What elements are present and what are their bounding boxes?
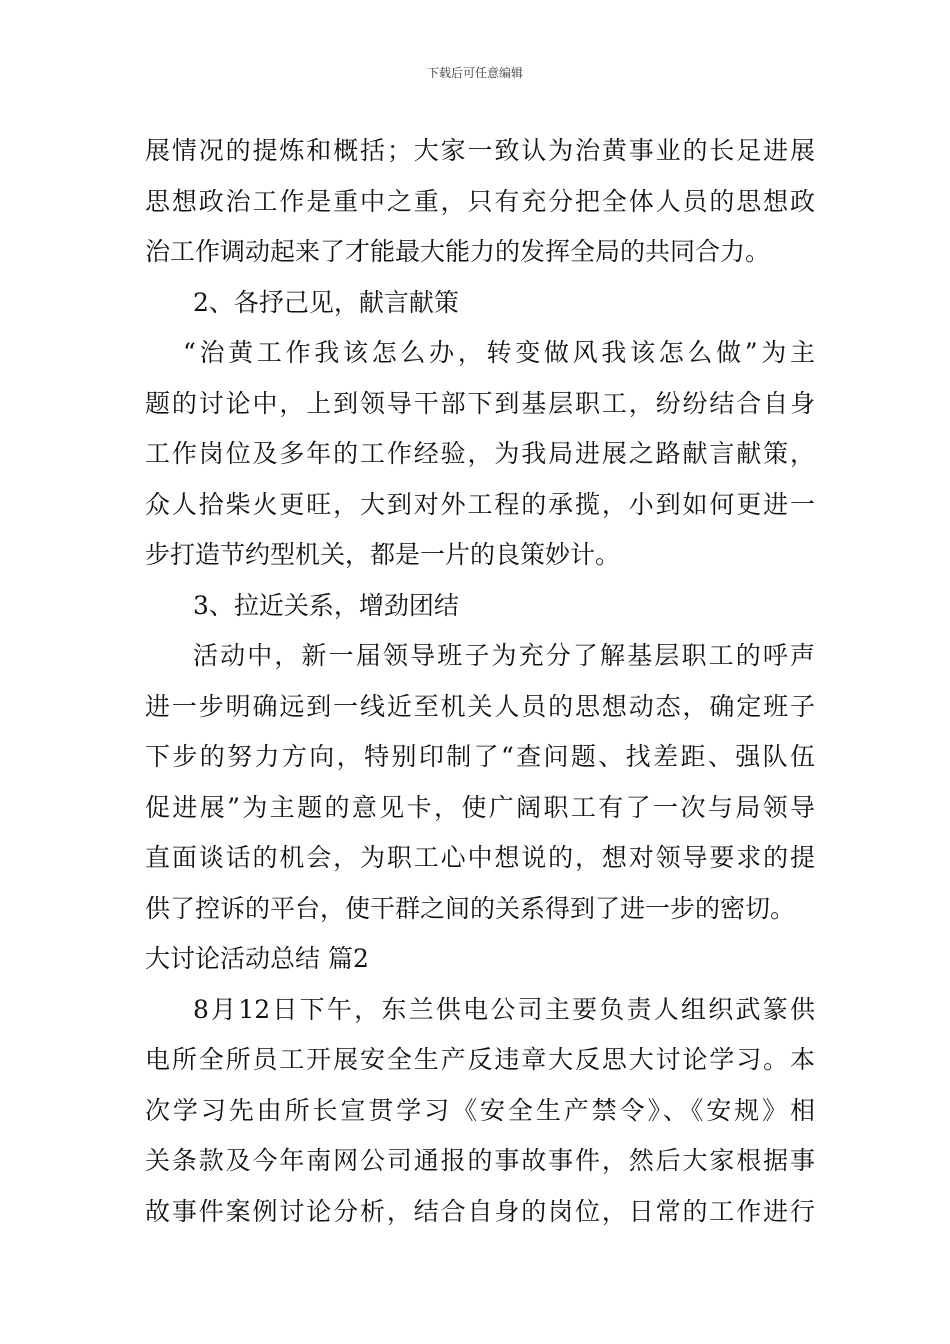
- text-line: 次学习先由所长宣贯学习《安全生产禁令》、《安规》相: [145, 1095, 815, 1125]
- section-heading: 3、拉近关系，增劲团结: [193, 590, 459, 620]
- text-line: 故事件案例讨论分析，结合自身的岗位，日常的工作进行: [145, 1196, 815, 1226]
- text-line: 治工作调动起来了才能最大能力的发挥全局的共同合力。: [145, 237, 771, 266]
- paragraph-first-line: 8月12日下午，东兰供电公司主要负责人组织武篆供: [193, 994, 815, 1024]
- text-line: 思想政治工作是重中之重，只有充分把全体人员的思想政: [145, 186, 815, 216]
- paragraph-first-line: 活动中，新一届领导班子为充分了解基层职工的呼声: [193, 641, 815, 670]
- article-title: 大讨论活动总结 篇2: [145, 944, 369, 973]
- text-line: 直面谈话的机会，为职工心中想说的，想对领导要求的提: [145, 843, 815, 872]
- text-line: 进一步明确远到一线近至机关人员的思想动态，确定班子: [145, 691, 815, 721]
- text-line: 题的讨论中，上到领导干部下到基层职工，纷纷结合自身: [145, 388, 815, 418]
- text-line: 促进展”为主题的意见卡，使广阔职工有了一次与局领导: [145, 792, 815, 822]
- paragraph-first-line: “治黄工作我该怎么办，转变做风我该怎么做”为主: [183, 338, 815, 367]
- text-line: 供了控诉的平台，使干群之间的关系得到了进一步的密切。: [145, 893, 796, 923]
- text-line: 下步的努力方向，特别印制了“查问题、找差距、强队伍: [145, 742, 815, 771]
- page-header: 下载后可任意编辑: [426, 66, 523, 80]
- section-heading: 2、各抒己见，献言献策: [193, 287, 459, 317]
- text-line: 电所全所员工开展安全生产反违章大反思大讨论学习。本: [145, 1045, 815, 1074]
- text-line: 众人拾柴火更旺，大到对外工程的承揽，小到如何更进一: [145, 489, 815, 519]
- text-line: 工作岗位及多年的工作经验，为我局进展之路献言献策，: [145, 439, 815, 468]
- text-line: 步打造节约型机关，都是一片的良策妙计。: [145, 540, 621, 569]
- text-line: 展情况的提炼和概括；大家一致认为治黄事业的长足进展: [145, 136, 815, 165]
- text-line: 关条款及今年南网公司通报的事故事件，然后大家根据事: [145, 1146, 815, 1175]
- document-body: [145, 126, 815, 1237]
